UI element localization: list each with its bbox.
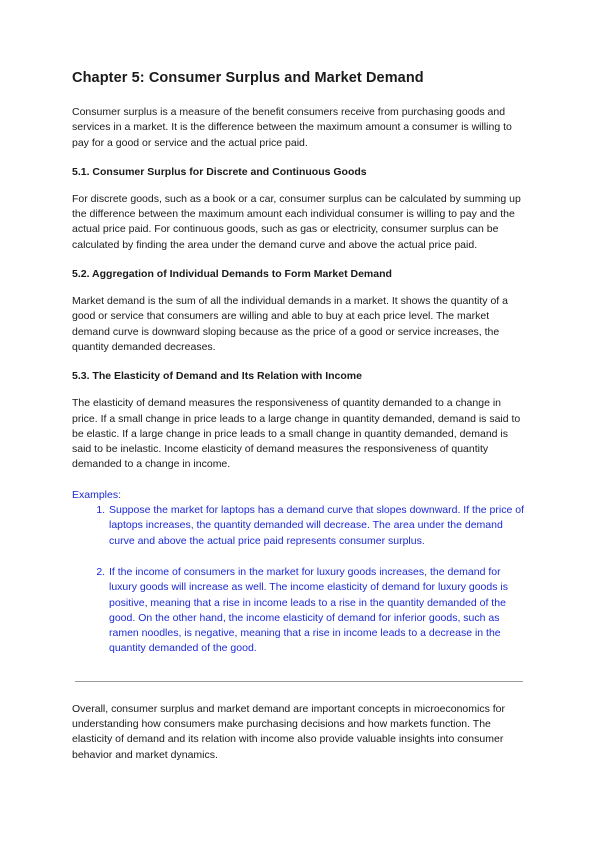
section-body: Market demand is the sum of all the individual demands in a market. It shows the quantity of a good or service that consumers are willing and able to buy at each price level. The market demand curve is downward sloping because as the price of a good or service increases, the quantity demanded decreases. <box>72 295 508 353</box>
section-heading: 5.3. The Elasticity of Demand and Its Relation with Income <box>72 370 362 383</box>
section-5-3 <box>72 370 528 472</box>
section-body: For discrete goods, such as a book or a car, consumer surplus can be calculated by summing up the difference between the maximum amount each individual consumer is willing to pay and the actual price paid. For continuous goods, such as gas or electricity, consumer surplus can be calculated by finding the area under the demand curve and above the actual price paid. <box>72 192 521 251</box>
examples-block <box>72 488 528 657</box>
section-heading: 5.2. Aggregation of Individual Demands to Form Market Demand <box>72 268 392 281</box>
section-5-1 <box>72 166 528 253</box>
document-page <box>72 70 528 778</box>
examples-label: Examples: <box>72 488 122 501</box>
examples-list <box>72 503 528 657</box>
intro-paragraph: Consumer surplus is a measure of the benefit consumers receive from purchasing goods and services in a market. It is the difference between the maximum amount a consumer is willing to pay for a good or service and the actual price paid. <box>72 106 512 149</box>
divider <box>75 681 523 682</box>
chapter-title: Chapter 5: Consumer Surplus and Market Demand <box>72 70 424 86</box>
section-body: The elasticity of demand measures the responsiveness of quantity demanded to a change in price. If a small change in price leads to a large change in quantity demanded, demand is said to be elastic. If a large change in price leads to a small change in quantity demanded, demand is said to be inelastic. Income elasticity of demand measures the responsiveness of quantity demanded to a change in income. <box>72 397 521 471</box>
example-item: 1. Suppose the market for laptops has a demand curve that slopes downward. If the price of laptops increases, the quantity demanded will decrease. The area under the demand curve and above the actual price paid represents consumer surplus. <box>108 503 528 549</box>
example-item: 2. If the income of consumers in the market for luxury goods increases, the demand for luxury goods will increase as well. The income elasticity of demand for luxury goods is positive, meaning that a rise in income leads to a rise in the quantity demanded of the good. On the other hand, the income elasticity of demand for inferior goods, such as ramen noodles, is negative, meaning that a rise in income leads to a decrease in the quantity demanded of the good. <box>108 565 528 657</box>
section-5-2 <box>72 268 528 355</box>
section-heading: 5.1. Consumer Surplus for Discrete and Continuous Goods <box>72 165 367 178</box>
conclusion-paragraph: Overall, consumer surplus and market demand are important concepts in microeconomics for understanding how consumers make purchasing decisions and how markets function. The elasticity of demand and its relation with income also provide valuable insights into consumer behavior and market dynamics. <box>72 702 506 761</box>
